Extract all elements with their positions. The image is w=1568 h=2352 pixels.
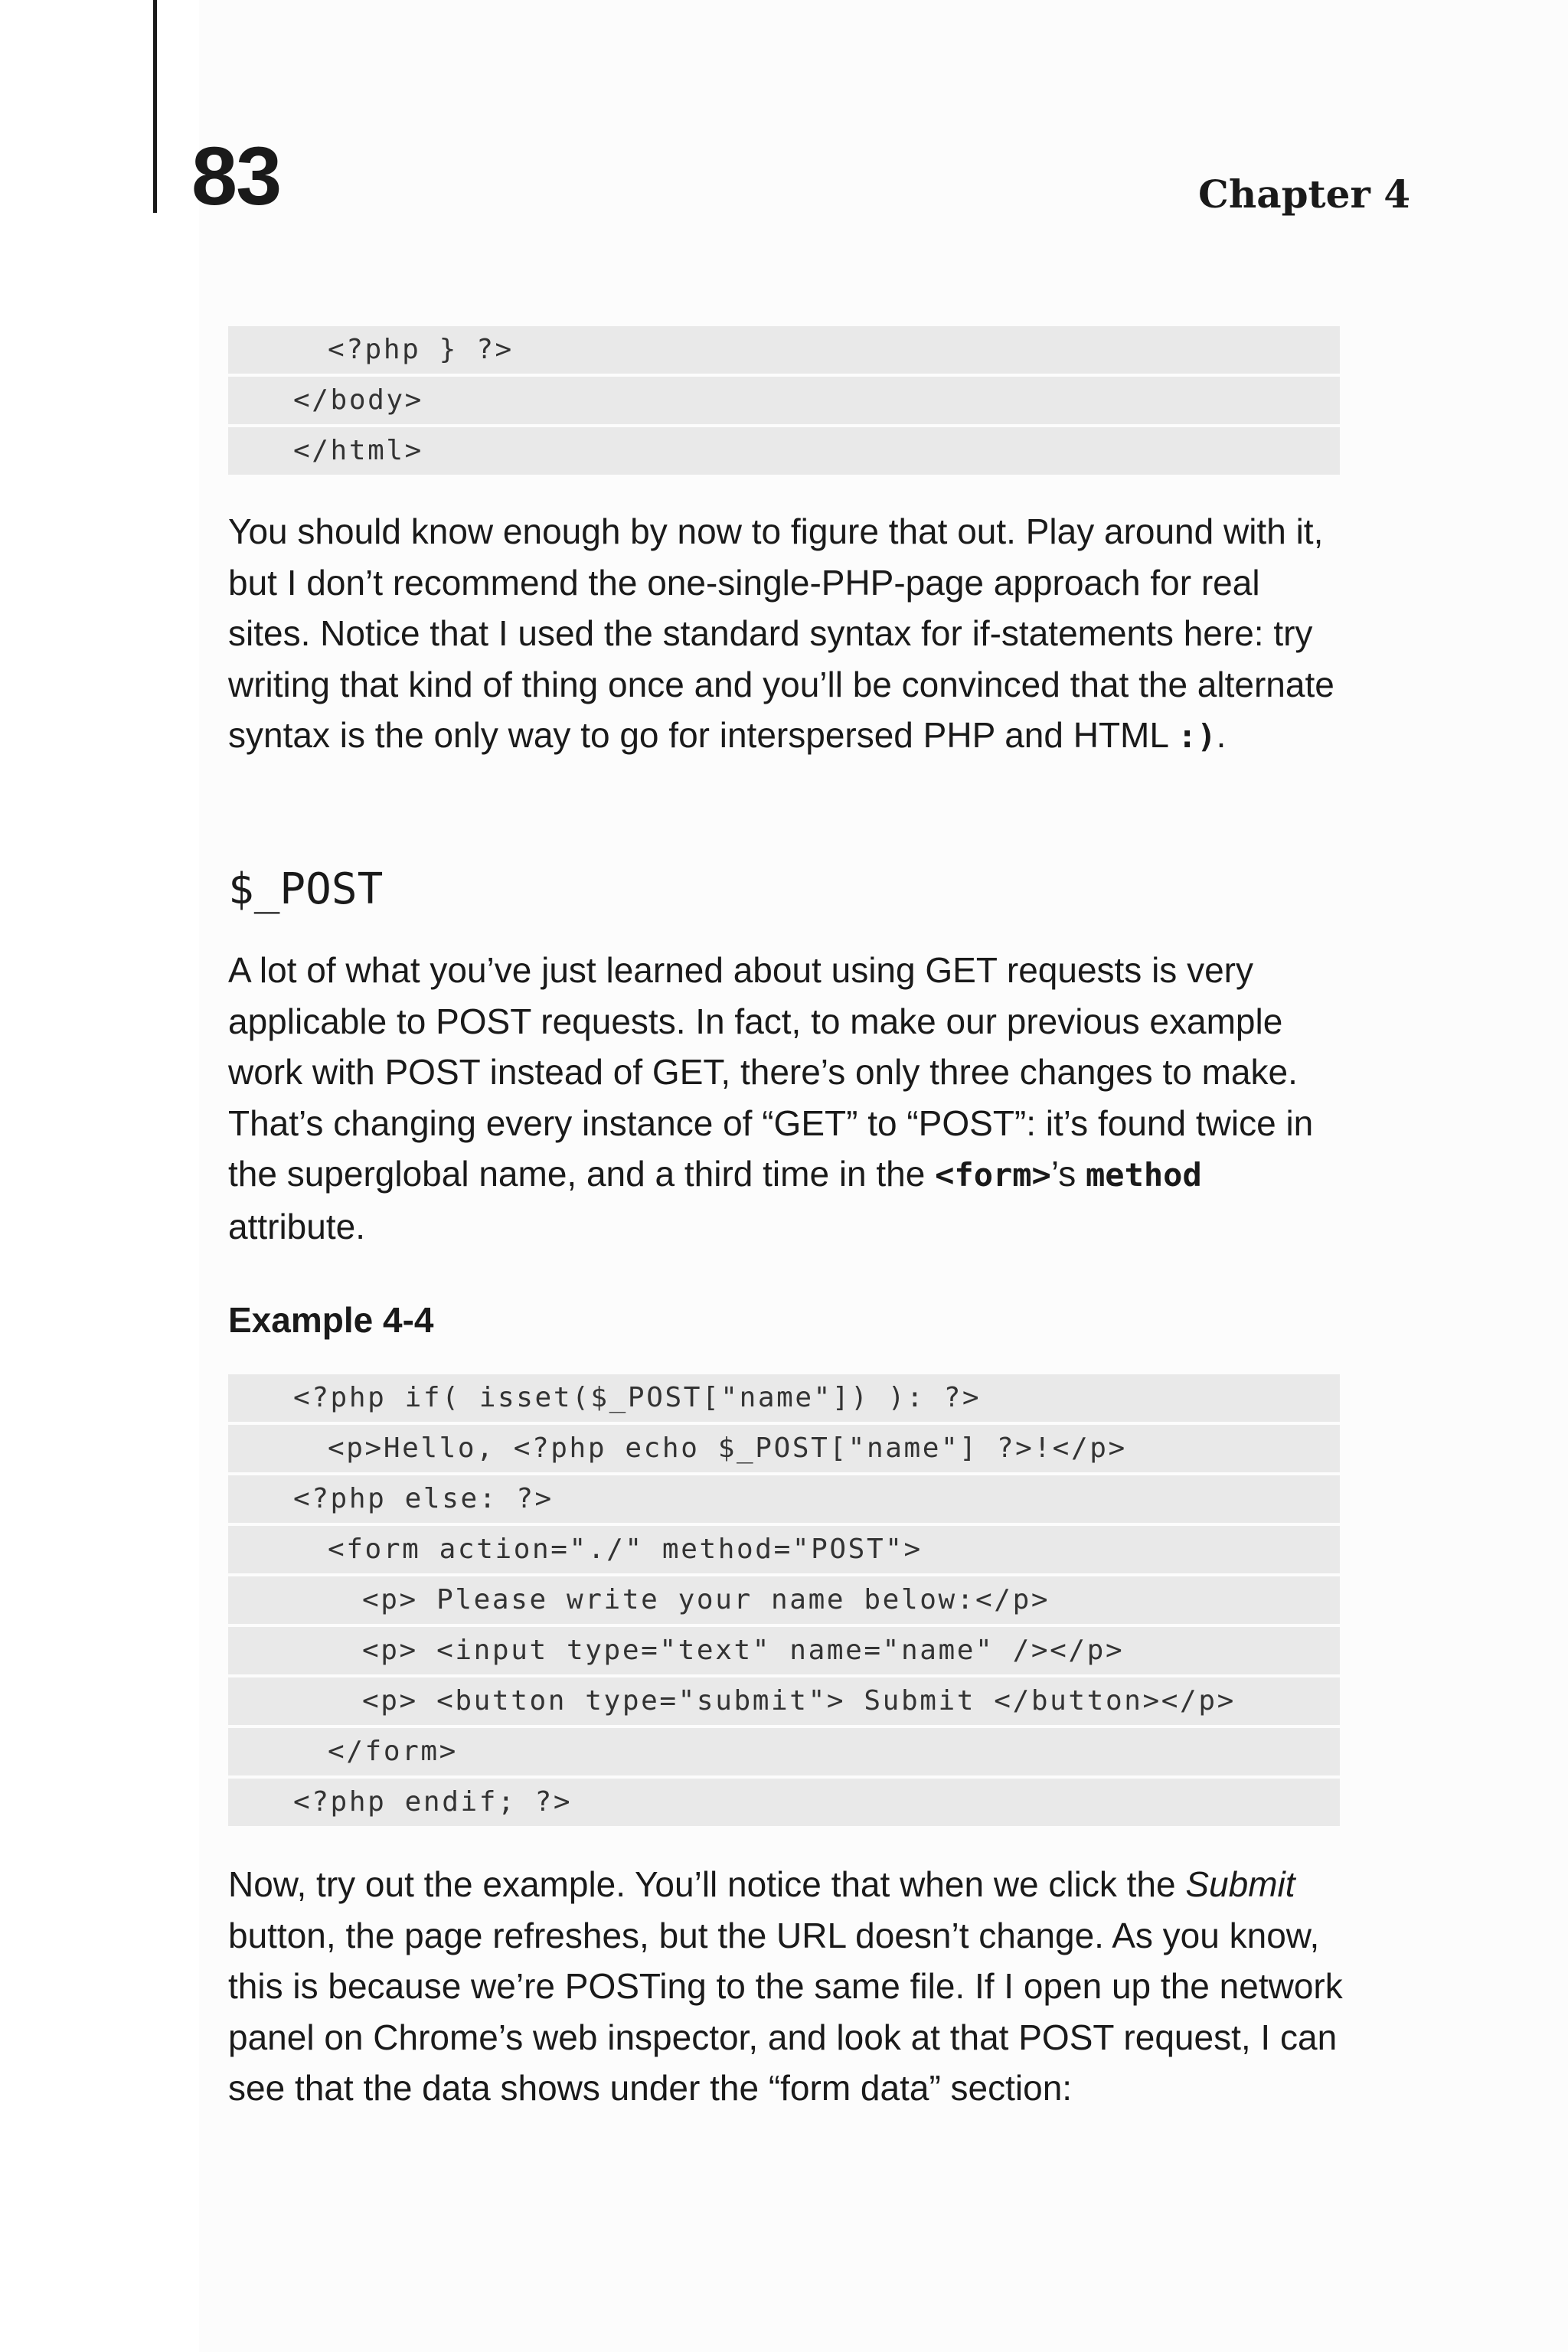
- code-line: <p> Please write your name below:</p>: [228, 1576, 1340, 1624]
- chapter-label: Chapter 4: [1198, 172, 1410, 217]
- section-heading: $_POST: [228, 864, 384, 914]
- paragraph-submit: [228, 1859, 1346, 2114]
- paragraph-submit-text: Now, try out the example. You’ll notice that when we click the: [228, 1864, 1186, 1904]
- paragraph-post-mid: ’s: [1050, 1154, 1086, 1194]
- paragraph-submit-rest: button, the page refreshes, but the URL doesn’t change. As you know, this is because we’re POSTing to the same file. If I open up the network panel on Chrome’s web inspector, and look at that POST request, I can see that the data shows under the “form data” section:: [228, 1915, 1343, 2109]
- code-line: <p> <input type="text" name="name" /></p>: [228, 1627, 1340, 1674]
- form-tag-code: <form>: [935, 1156, 1051, 1194]
- code-line: <p>Hello, <?php echo $_POST["name"] ?>!</p>: [228, 1425, 1340, 1472]
- margin-rule: [153, 0, 157, 213]
- paragraph-post-text: A lot of what you’ve just learned about using GET requests is very applicable to POST requests. In fact, to make our previous example work with POST instead of GET, there’s only three changes to make. That’s changing every instance of “GET” to “POST”: it’s found twice in the superglobal name, and a third time in the: [228, 950, 1314, 1194]
- page-number: 83: [191, 129, 281, 222]
- paragraph-intro: [228, 506, 1346, 763]
- code-block-example: [228, 1374, 1340, 1829]
- code-line: <?php if( isset($_POST["name"]) ): ?>: [228, 1374, 1340, 1422]
- code-line: </html>: [228, 427, 1340, 475]
- code-line: <?php endif; ?>: [228, 1779, 1340, 1826]
- smiley-code: :): [1178, 717, 1217, 756]
- method-code: method: [1086, 1156, 1202, 1194]
- code-line: </form>: [228, 1728, 1340, 1775]
- code-line: <form action="./" method="POST">: [228, 1526, 1340, 1573]
- paragraph-intro-end: .: [1216, 715, 1227, 756]
- example-label: Example 4-4: [228, 1300, 434, 1340]
- paragraph-post-end: attribute.: [228, 1206, 365, 1246]
- code-line: <p> <button type="submit"> Submit </button></p>: [228, 1677, 1340, 1725]
- submit-italic: Submit: [1185, 1864, 1295, 1904]
- paragraph-intro-text: You should know enough by now to figure that out. Play around with it, but I don’t recommend the one-single-PHP-page approach for real sites. Notice that I used the standard syntax for if-statements here: try writing that kind of thing once and you’ll be convinced that the alternate syntax is the only way to go for interspersed PHP and HTML: [228, 511, 1334, 756]
- code-line: <?php } ?>: [228, 326, 1340, 374]
- paragraph-post: [228, 945, 1346, 1253]
- code-line: </body>: [228, 377, 1340, 424]
- code-block-top: [228, 326, 1340, 478]
- code-line: <?php else: ?>: [228, 1475, 1340, 1523]
